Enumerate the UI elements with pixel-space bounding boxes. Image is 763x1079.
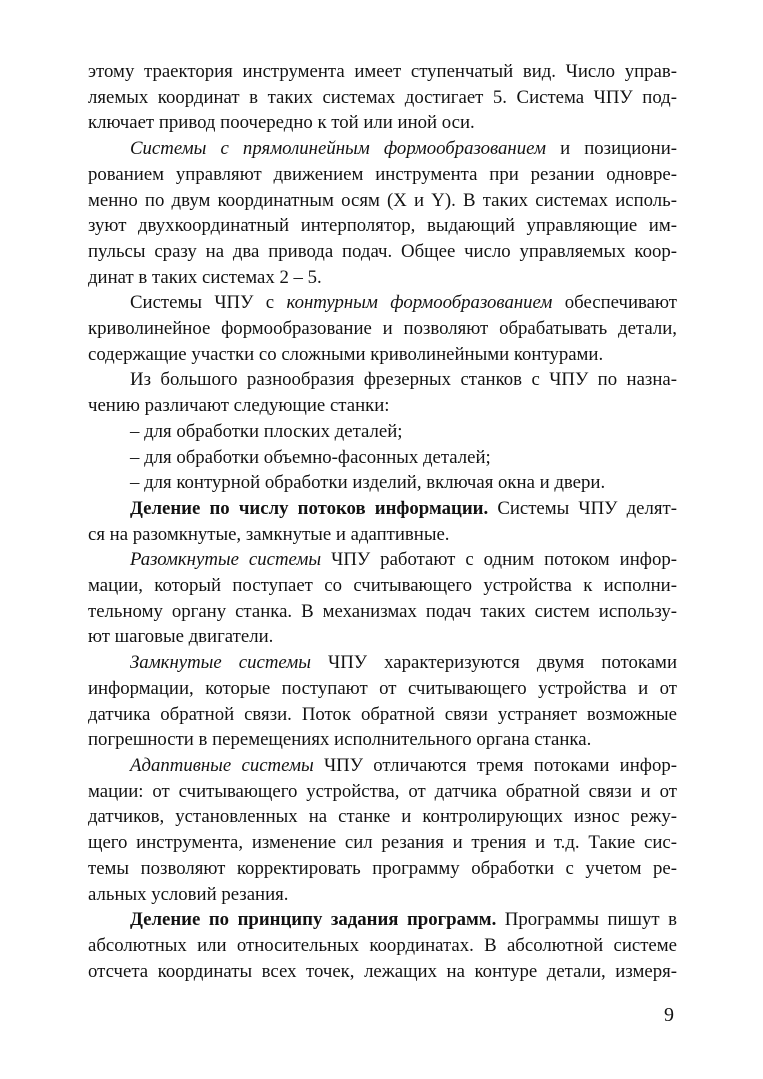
text-line xyxy=(88,907,677,933)
text-line xyxy=(88,470,677,496)
text-segment-regular: пульсы сразу на два привода подач. Общее число управляемых коор- xyxy=(88,240,677,262)
text-segment-regular: криволинейное формообразование и позволяют обрабатывать детали, xyxy=(88,318,677,340)
text-line xyxy=(88,110,677,136)
text-segment-regular: – для контурной обработки изделий, включая окна и двери. xyxy=(130,472,606,494)
text-segment-italic: Системы с прямолинейным формообразованием xyxy=(130,138,546,160)
text-line xyxy=(88,316,677,342)
text-line xyxy=(88,85,677,111)
text-line xyxy=(88,882,677,908)
text-segment-italic: контурным формообразованием xyxy=(286,292,553,314)
text-segment-regular: этому траектория инструмента имеет ступенчатый вид. Число управ- xyxy=(88,61,677,82)
page-number: 9 xyxy=(664,1004,674,1026)
text-segment-regular: Программы пишут в xyxy=(496,909,677,931)
text-segment-regular: чению различают следующие станки: xyxy=(88,395,390,417)
text-segment-regular: зуют двухкоординатный интерполятор, выдающий управляющие им- xyxy=(88,215,677,237)
text-segment-regular: ют шаговые двигатели. xyxy=(88,626,274,648)
text-segment-regular: и позициони- xyxy=(545,138,677,160)
text-segment-regular: ЧПУ работают с одним потоком инфор- xyxy=(321,549,677,571)
text-segment-regular: обеспечивают xyxy=(552,292,677,314)
text-segment-regular: содержащие участки со сложными криволинейными контурами. xyxy=(88,343,604,365)
text-line xyxy=(88,419,677,445)
text-line xyxy=(88,573,677,599)
text-line xyxy=(88,393,677,419)
text-line xyxy=(88,265,677,291)
text-line xyxy=(88,856,677,882)
text-line xyxy=(88,188,677,214)
text-line xyxy=(88,496,677,522)
text-segment-regular: ЧПУ отличаются тремя потоками инфор- xyxy=(313,754,677,776)
text-segment-regular: погрешности в перемещениях исполнительного органа станка. xyxy=(88,729,592,751)
text-segment-regular: датчика обратной связи. Поток обратной связи устраняет возможные xyxy=(88,703,677,725)
text-segment-italic: Разомкнутые системы xyxy=(130,549,322,571)
text-line xyxy=(88,959,677,985)
text-line xyxy=(88,727,677,753)
text-segment-regular: Системы ЧПУ с xyxy=(130,292,287,314)
text-segment-regular: абсолютных или относительных координатах. В абсолютной системе xyxy=(88,934,677,956)
text-segment-regular: – для обработки объемно-фасонных деталей; xyxy=(130,446,491,468)
text-segment-bold: Деление по числу потоков информации. xyxy=(130,497,489,519)
text-line xyxy=(88,547,677,573)
text-line xyxy=(88,239,677,265)
text-line xyxy=(88,702,677,728)
text-segment-bold: Деление по принципу задания программ. xyxy=(130,909,497,931)
text-line xyxy=(88,753,677,779)
text-line xyxy=(88,650,677,676)
text-segment-regular: щего инструмента, изменение сил резания и трения и т.д. Такие сис- xyxy=(88,832,677,854)
text-line xyxy=(88,676,677,702)
text-line xyxy=(88,779,677,805)
text-line xyxy=(88,59,677,85)
text-line xyxy=(88,933,677,959)
text-segment-regular: отсчета координаты всех точек, лежащих на контуре детали, измеря- xyxy=(88,960,677,982)
text-segment-regular: альных условий резания. xyxy=(88,883,289,905)
text-line xyxy=(88,445,677,471)
text-segment-regular: ключает привод поочередно к той или иной оси. xyxy=(88,112,475,134)
text-line xyxy=(88,522,677,548)
text-segment-italic: Адаптивные системы xyxy=(130,754,314,776)
text-line xyxy=(88,162,677,188)
text-segment-regular: динат в таких системах 2 – 5. xyxy=(88,266,322,288)
text-line xyxy=(88,830,677,856)
text-segment-regular: Системы ЧПУ делят- xyxy=(488,497,677,519)
text-line xyxy=(88,290,677,316)
text-segment-italic: Замкнутые системы xyxy=(130,652,311,674)
text-segment-regular: Из большого разнообразия фрезерных станков с ЧПУ по назна- xyxy=(130,369,677,391)
text-segment-regular: темы позволяют корректировать программу обработки с учетом ре- xyxy=(88,857,677,879)
text-line xyxy=(88,342,677,368)
text-segment-regular: ляемых координат в таких системах достигает 5. Система ЧПУ под- xyxy=(88,86,677,108)
text-segment-regular: рованием управляют движением инструмента при резании одновре- xyxy=(88,163,677,185)
text-line xyxy=(88,213,677,239)
text-line xyxy=(88,136,677,162)
text-segment-regular: ся на разомкнутые, замкнутые и адаптивные. xyxy=(88,523,450,545)
text-line xyxy=(88,599,677,625)
text-segment-regular: мации, который поступает со считывающего устройства к исполни- xyxy=(88,575,677,597)
text-segment-regular: информации, которые поступают от считывающего устройства и от xyxy=(88,677,677,699)
page-body xyxy=(88,59,677,984)
text-segment-regular: мации: от считывающего устройства, от датчика обратной связи и от xyxy=(88,780,677,802)
text-segment-regular: тельному органу станка. В механизмах подач таких систем использу- xyxy=(88,600,677,622)
text-segment-regular: – для обработки плоских деталей; xyxy=(130,420,403,442)
text-line xyxy=(88,804,677,830)
text-segment-regular: датчиков, установленных на станке и контролирующих износ режу- xyxy=(88,806,677,828)
text-segment-regular: ЧПУ характеризуются двумя потоками xyxy=(310,652,677,674)
text-segment-regular: менно по двум координатным осям (X и Y). В таких системах исполь- xyxy=(88,189,677,211)
text-line xyxy=(88,367,677,393)
text-line xyxy=(88,624,677,650)
